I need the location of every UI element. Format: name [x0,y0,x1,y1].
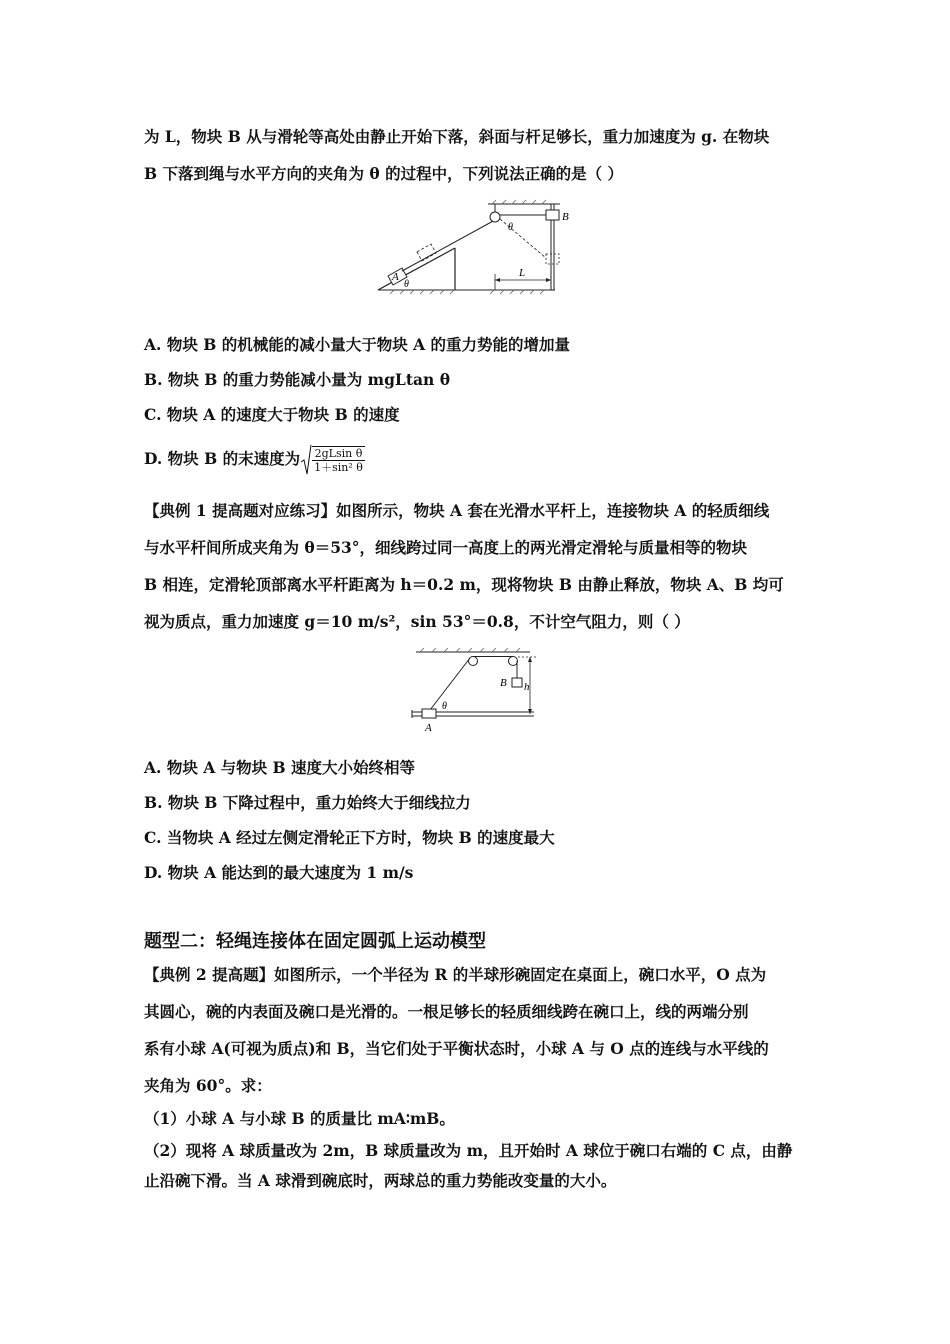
q1-option-d [144,444,365,476]
q1-option-d-prefix: D. 物块 B 的末速度为 [144,449,301,468]
q1-option-b: B. 物块 B 的重力势能减小量为 mgLtan θ [144,370,451,389]
label-theta-incline: θ [404,279,409,290]
q2-option-c: C. 当物块 A 经过左侧定滑轮正下方时，物块 B 的速度最大 [144,828,555,847]
s2-sub-1: （1）小球 A 与小球 B 的质量比 mA∶mB。 [144,1109,455,1128]
label-h: h [524,681,530,693]
figure-rod-pulleys [410,648,540,736]
q2-line-1: 【典例 1 提高题对应练习】如图所示，物块 A 套在光滑水平杆上，连接物块 A 的轻质细线 [144,501,770,520]
label-a2: A [425,722,432,734]
label-theta-pulley: θ [508,222,513,233]
section-heading: 题型二：轻绳连接体在固定圆弧上运动模型 [144,931,486,952]
s2-line-1: 【典例 2 提高题】如图所示，一个半径为 R 的半球形碗固定在桌面上，碗口水平，O 点为 [144,965,767,984]
q1-option-c: C. 物块 A 的速度大于物块 B 的速度 [144,405,400,424]
q2-option-a: A. 物块 A 与物块 B 速度大小始终相等 [144,758,416,777]
label-l: L [519,267,526,279]
figure-incline-pulley [370,198,580,298]
label-theta2: θ [442,701,447,712]
label-b2: B [500,677,507,689]
q2-option-b: B. 物块 B 下降过程中，重力始终大于细线拉力 [144,793,471,812]
sqrt-numerator: 2gLsin θ [312,447,365,461]
q1-line-2: B 下落到绳与水平方向的夹角为 θ 的过程中，下列说法正确的是（ ） [144,164,624,183]
s2-line-2: 其圆心，碗的内表面及碗口是光滑的。一根足够长的轻质细线跨在碗口上，线的两端分别 [144,1002,749,1021]
label-b: B [562,211,569,223]
sqrt-denominator: 1＋sin² θ [314,461,363,474]
sqrt-expression [300,444,365,476]
q1-line-1: 为 L，物块 B 从与滑轮等高处由静止开始下落，斜面与杆足够长，重力加速度为 g. 在物块 [144,127,770,146]
s2-line-3: 系有小球 A(可视为质点)和 B，当它们处于平衡状态时，小球 A 与 O 点的连线与水平线的 [144,1039,769,1058]
s2-sub-2-line-1: （2）现将 A 球质量改为 2m，B 球质量改为 m，且开始时 A 球位于碗口右端的 C 点，由静 [144,1141,793,1160]
s2-sub-2-line-2: 止沿碗下滑。当 A 球滑到碗底时，两球总的重力势能改变量的大小。 [144,1171,617,1190]
q2-line-3: B 相连，定滑轮顶部离水平杆距离为 h＝0.2 m，现将物块 B 由静止释放，物块 A、B 均可 [144,575,784,594]
q1-option-a: A. 物块 B 的机械能的减小量大于物块 A 的重力势能的增加量 [144,335,571,354]
label-a: A [392,271,399,283]
q2-line-2: 与水平杆间所成夹角为 θ＝53°，细线跨过同一高度上的两光滑定滑轮与质量相等的物块 [144,538,748,557]
q2-line-4: 视为质点，重力加速度 g＝10 m/s²，sin 53°＝0.8，不计空气阻力，则（ ） [144,612,690,631]
s2-line-4: 夹角为 60°。求： [144,1076,272,1095]
q2-option-d: D. 物块 A 能达到的最大速度为 1 m/s [144,863,414,882]
